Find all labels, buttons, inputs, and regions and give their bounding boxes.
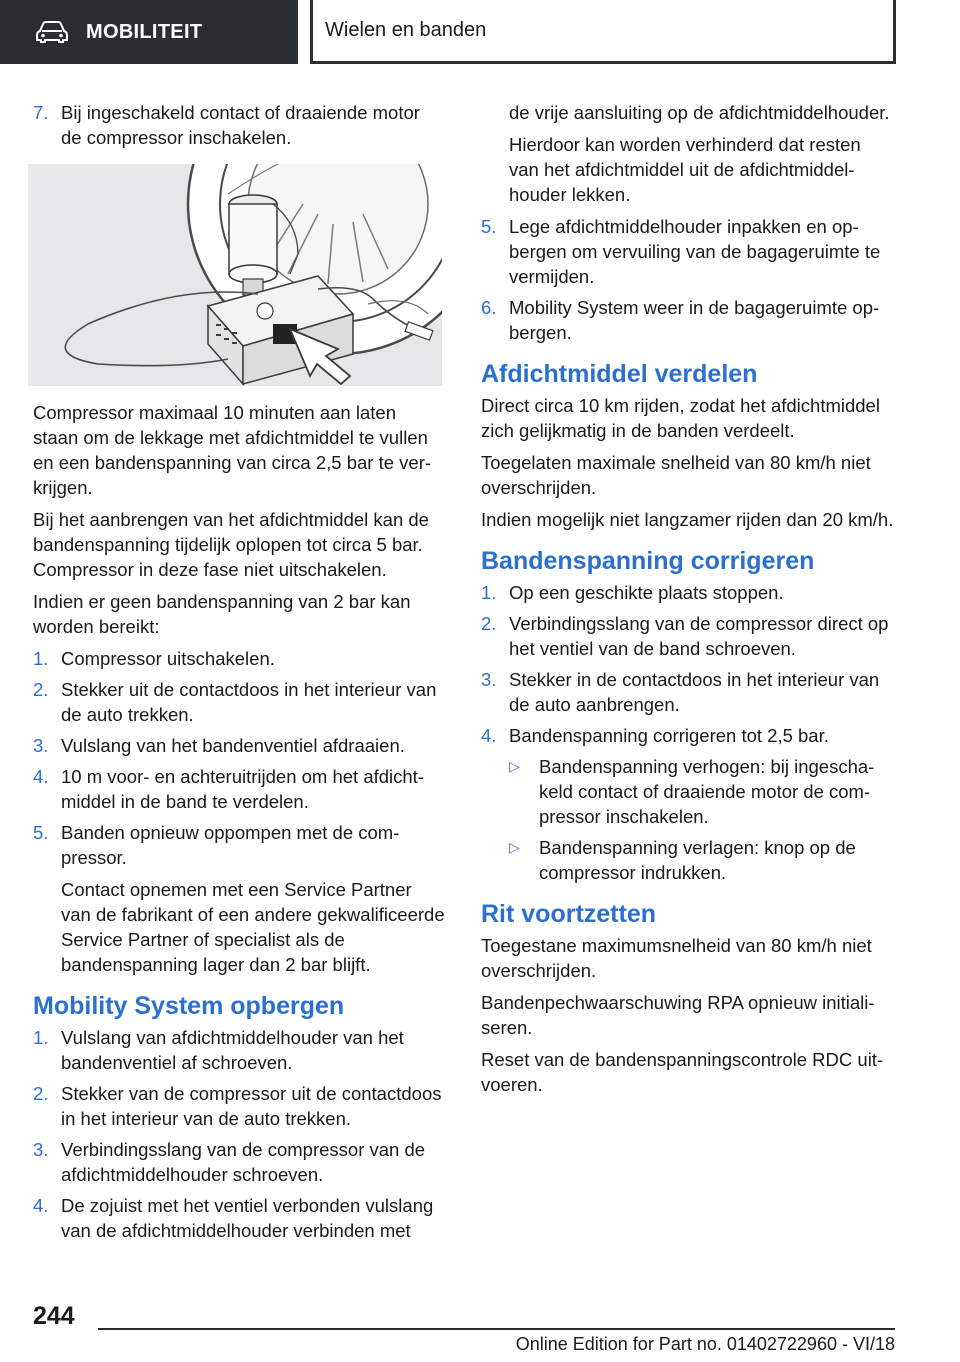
step-text: 10 m voor- en achteruitrijden om het afdichtmiddel in de band te verdelen. bbox=[61, 766, 424, 812]
step-continuation: Hierdoor kan worden verhinderd dat resten van het afdichtmiddel uit de afdichtmiddelhouder lekken. bbox=[509, 134, 861, 205]
step-number: 4. bbox=[481, 725, 497, 746]
step-text: Stekker uit de contactdoos in het interieur van de auto trekken. bbox=[61, 679, 437, 725]
heading-distribute-sealant: Afdichtmiddel verdelen bbox=[481, 360, 758, 388]
list-item bbox=[481, 214, 895, 289]
triangle-bullet-icon: ▷ bbox=[509, 839, 520, 855]
heading-continue-ride: Rit voortzetten bbox=[481, 900, 656, 928]
sub-list-item bbox=[481, 835, 895, 885]
chapter-title: Wielen en banden bbox=[325, 19, 487, 41]
paragraph: Bandenpechwaarschuwing RPA opnieuw initialiseren. bbox=[481, 992, 875, 1038]
step-number: 1. bbox=[33, 648, 49, 669]
step-text: Bij ingeschakeld contact of draaiende motor de compressor inschakelen. bbox=[61, 102, 420, 148]
step-text: Banden opnieuw oppompen met de compressor. bbox=[61, 822, 400, 868]
step-text: Vulslang van afdichtmiddelhouder van het bandenventiel af schroeven. bbox=[61, 1027, 404, 1073]
footer-divider bbox=[98, 1328, 895, 1330]
left-column bbox=[33, 100, 445, 1249]
step-text: Compressor uitschakelen. bbox=[61, 648, 275, 669]
step-number: 7. bbox=[33, 102, 49, 123]
footer-edition: Online Edition for Part no. 01402722960 - VI/18 bbox=[515, 1334, 895, 1354]
list-item bbox=[33, 100, 445, 150]
compressor-illustration bbox=[28, 164, 442, 386]
right-column bbox=[481, 100, 895, 1104]
list-item bbox=[33, 1137, 445, 1187]
step-number: 2. bbox=[33, 1083, 49, 1104]
list-item bbox=[481, 295, 895, 345]
step-number: 2. bbox=[33, 679, 49, 700]
step-number: 5. bbox=[481, 216, 497, 237]
sub-step-text: Bandenspanning verhogen: bij ingeschakeld contact of draaiende motor de compressor inschakelen. bbox=[539, 756, 875, 827]
list-item bbox=[33, 677, 445, 727]
header-chapter-box bbox=[310, 0, 896, 64]
step-number: 2. bbox=[481, 613, 497, 634]
step-number: 4. bbox=[33, 1195, 49, 1216]
step-text: De zojuist met het ventiel verbonden vulslang van de afdichtmiddelhouder verbinden met bbox=[61, 1195, 434, 1241]
paragraph: Indien mogelijk niet langzamer rijden dan 20 km/h. bbox=[481, 509, 894, 530]
paragraph: Toegelaten maximale snelheid van 80 km/h niet overschrijden. bbox=[481, 452, 871, 498]
step-number: 3. bbox=[33, 1139, 49, 1160]
step-number: 1. bbox=[33, 1027, 49, 1048]
sub-list-item bbox=[481, 754, 895, 829]
compressor-image bbox=[28, 164, 442, 386]
page-number: 244 bbox=[33, 1302, 75, 1330]
step-text: Vulslang van het bandenventiel afdraaien. bbox=[61, 735, 405, 756]
step-text: Bandenspanning corrigeren tot 2,5 bar. bbox=[509, 725, 829, 746]
list-item bbox=[481, 723, 895, 748]
paragraph: Compressor maximaal 10 minuten aan laten staan om de lekkage met afdichtmiddel te vullen en een bandenspanning van circa 2,5 bar te verkrijgen. bbox=[33, 402, 432, 498]
list-item bbox=[481, 667, 895, 717]
step-number: 4. bbox=[33, 766, 49, 787]
step-number: 3. bbox=[481, 669, 497, 690]
heading-correct-pressure: Bandenspanning corrigeren bbox=[481, 547, 815, 575]
step-text: Stekker van de compressor uit de contactdoos in het interieur van de auto trekken. bbox=[61, 1083, 442, 1129]
list-item bbox=[33, 764, 445, 814]
paragraph: Reset van de bandenspanningscontrole RDC uitvoeren. bbox=[481, 1049, 884, 1095]
step-number: 6. bbox=[481, 297, 497, 318]
step-number: 5. bbox=[33, 822, 49, 843]
step-number: 3. bbox=[33, 735, 49, 756]
triangle-bullet-icon: ▷ bbox=[509, 758, 520, 774]
step-text: Verbindingsslang van de compressor direct op het ventiel van de band schroeven. bbox=[509, 613, 889, 659]
list-item bbox=[33, 1025, 445, 1075]
paragraph: Toegestane maximumsnelheid van 80 km/h niet overschrijden. bbox=[481, 935, 872, 981]
step-text: Stekker in de contactdoos in het interieur van de auto aanbrengen. bbox=[509, 669, 880, 715]
step-number: 1. bbox=[481, 582, 497, 603]
paragraph: Bij het aanbrengen van het afdichtmiddel kan de bandenspanning tijdelijk oplopen tot circa 5 bar. Compressor in deze fase niet uitschakelen. bbox=[33, 509, 429, 580]
list-item bbox=[33, 733, 445, 758]
list-item bbox=[33, 646, 445, 671]
paragraph: Indien er geen bandenspanning van 2 bar kan worden bereikt: bbox=[33, 591, 411, 637]
list-item bbox=[481, 580, 895, 605]
header-section-tab bbox=[0, 0, 298, 64]
car-icon bbox=[36, 21, 68, 43]
heading-mobility-store: Mobility System opbergen bbox=[33, 992, 345, 1020]
list-item bbox=[33, 1193, 445, 1243]
step-text: Lege afdichtmiddelhouder inpakken en opbergen om vervuiling van de bagageruimte te vermijden. bbox=[509, 216, 881, 287]
step-text: Op een geschikte plaats stoppen. bbox=[509, 582, 784, 603]
step-text: Verbindingsslang van de compressor van de afdichtmiddelhouder schroeven. bbox=[61, 1139, 426, 1185]
step-note: Contact opnemen met een Service Partner van de fabrikant of een andere gekwalificeerde Service Partner of specialist als de bandenspanning lager dan 2 bar blijft. bbox=[61, 879, 445, 975]
section-title: MOBILITEIT bbox=[86, 20, 203, 43]
step-text: Mobility System weer in de bagageruimte opbergen. bbox=[509, 297, 880, 343]
list-item bbox=[481, 611, 895, 661]
list-item bbox=[33, 820, 445, 977]
sub-step-text: Bandenspanning verlagen: knop op de compressor indrukken. bbox=[539, 837, 856, 883]
paragraph: Direct circa 10 km rijden, zodat het afdichtmiddel zich gelijkmatig in de banden verdeelt. bbox=[481, 395, 880, 441]
list-item bbox=[33, 1081, 445, 1131]
step-continuation: de vrije aansluiting op de afdichtmiddelhouder. bbox=[509, 102, 890, 123]
